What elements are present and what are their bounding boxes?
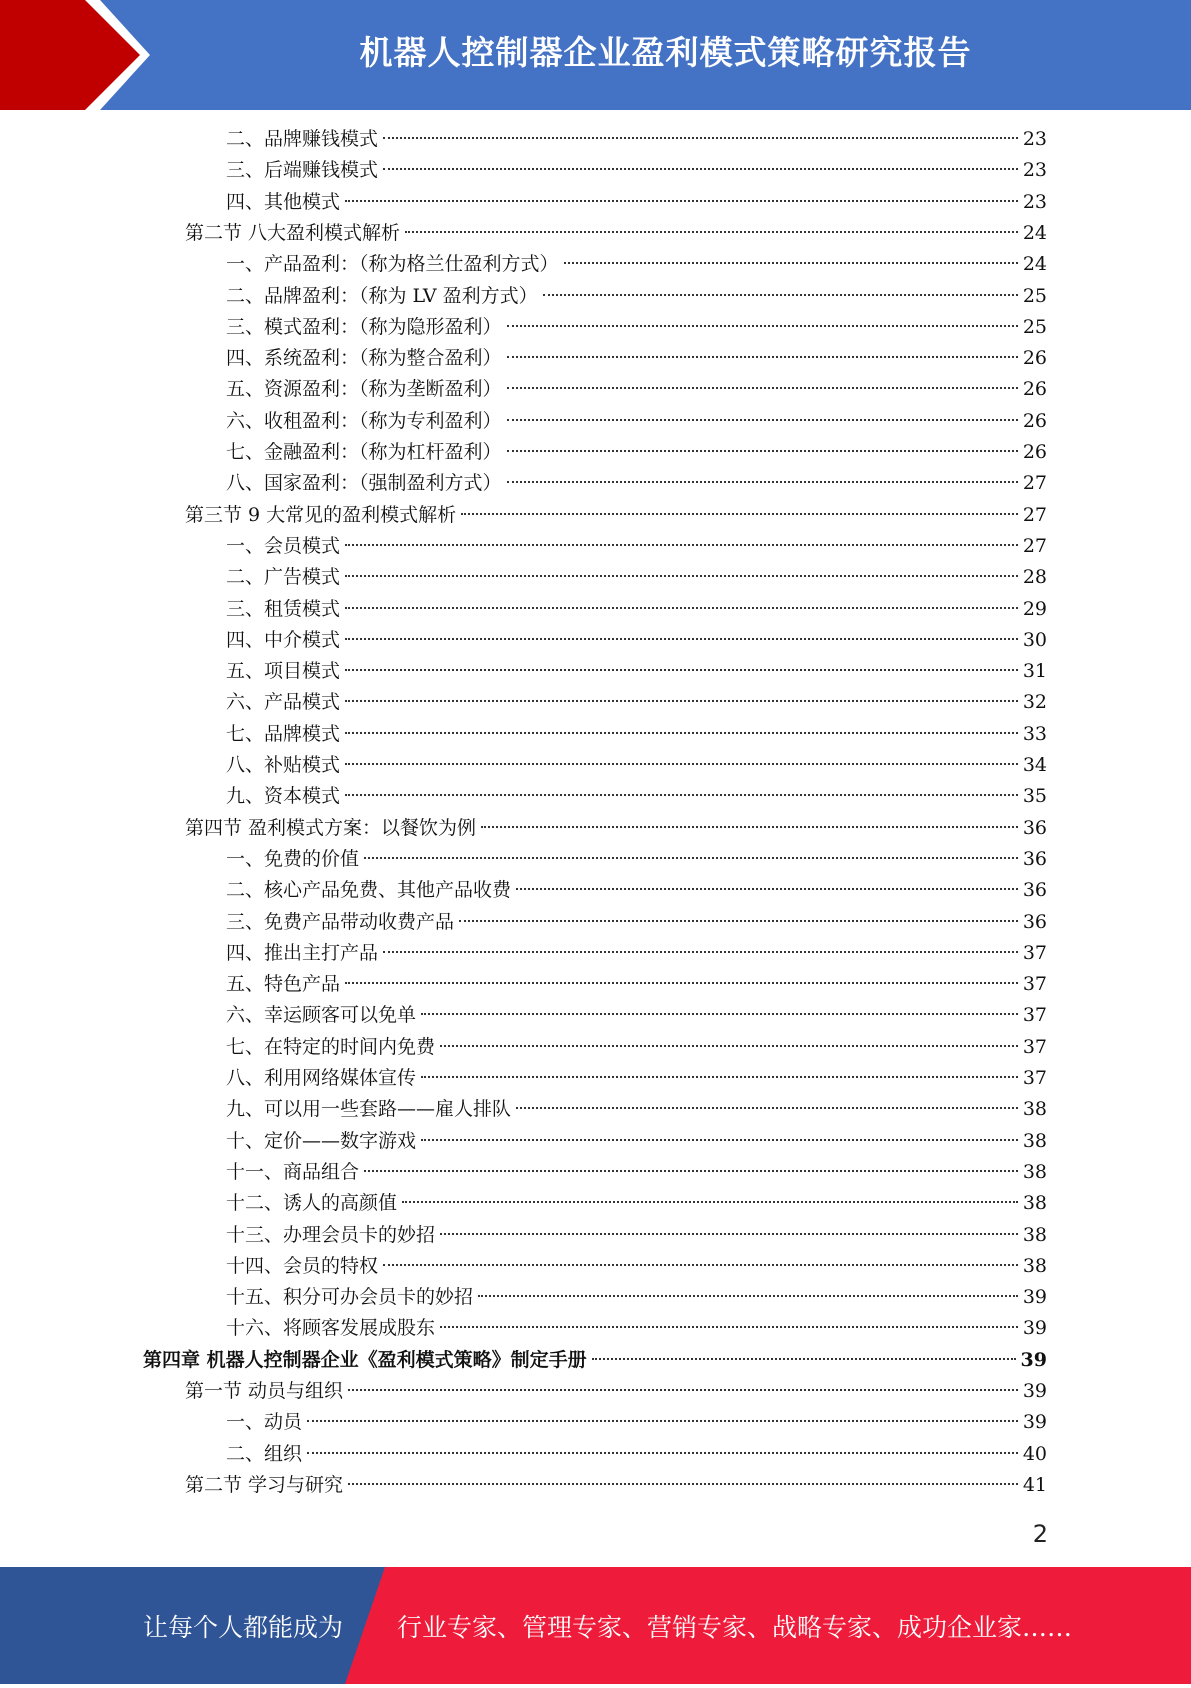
toc-entry[interactable] [226,281,1047,312]
toc-entry-title: 六、产品模式 [226,691,341,714]
toc-leader-dots [516,888,1018,890]
toc-entry-title: 十、定价——数字游戏 [226,1129,417,1152]
toc-entry[interactable] [226,1407,1047,1438]
toc-entry[interactable] [226,625,1047,656]
toc-entry[interactable] [226,844,1047,875]
toc-entry-title: 十五、积分可办会员卡的妙招 [226,1286,474,1309]
toc-entry-title: 二、组织 [226,1442,303,1465]
toc-leader-dots [348,1483,1018,1485]
toc-entry-page: 23 [1022,159,1047,182]
toc-entry-page: 38 [1022,1098,1047,1121]
toc-entry[interactable] [226,875,1047,906]
toc-entry-title: 九、可以用一些套路——雇人排队 [226,1098,512,1121]
toc-entry-page: 32 [1022,691,1047,714]
toc-entry[interactable] [226,1251,1047,1282]
toc-leader-dots [507,481,1018,483]
toc-entry-page: 38 [1022,1160,1047,1183]
toc-entry-page: 39 [1022,1380,1047,1402]
toc-leader-dots [478,1295,1018,1297]
toc-entry-title: 四、其他模式 [226,190,341,213]
toc-entry-title: 五、特色产品 [226,973,341,996]
toc-entry-title: 六、幸运顾客可以免单 [226,1004,417,1027]
toc-leader-dots [507,450,1018,452]
toc-entry-title: 十六、将顾客发展成股东 [226,1317,436,1340]
toc-leader-dots [345,638,1018,640]
toc-entry[interactable] [226,312,1047,343]
toc-entry-page: 25 [1022,284,1047,307]
toc-leader-dots [543,294,1018,296]
toc-leader-dots [507,356,1018,358]
toc-leader-dots [383,168,1018,170]
toc-entry-title: 第四章 机器人控制器企业《盈利模式策略》制定手册 [143,1348,587,1371]
toc-entry-title: 十二、诱人的高颜值 [226,1192,398,1215]
toc-entry-page: 31 [1022,660,1047,683]
toc-entry-page: 23 [1022,190,1047,213]
toc-entry-title: 十三、办理会员卡的妙招 [226,1223,436,1246]
toc-entry-page: 24 [1022,253,1047,276]
toc-entry-title: 第三节 9 大常见的盈利模式解析 [185,503,457,526]
toc-entry-title: 七、在特定的时间内免费 [226,1035,436,1058]
toc-entry-title: 二、广告模式 [226,566,341,589]
toc-leader-dots [440,1326,1018,1328]
toc-entry-page: 30 [1022,628,1047,651]
toc-entry[interactable] [185,1376,1047,1407]
toc-entry-title: 十一、商品组合 [226,1160,360,1183]
toc-entry-page: 29 [1022,597,1047,620]
toc-entry[interactable] [226,1000,1047,1031]
toc-entry-page: 37 [1022,1004,1047,1027]
toc-entry[interactable] [226,187,1047,218]
toc-entry-page: 26 [1022,441,1047,463]
toc-entry[interactable] [226,406,1047,437]
toc-leader-dots [421,1139,1018,1141]
toc-leader-dots [402,1201,1018,1203]
toc-entry-title: 三、后端赚钱模式 [226,159,379,182]
toc-entry[interactable] [226,1063,1047,1094]
toc-entry[interactable] [226,1032,1047,1063]
toc-leader-dots [507,387,1018,389]
toc-entry[interactable] [226,1220,1047,1251]
toc-leader-dots [592,1358,1016,1360]
toc-entry-title: 八、利用网络媒体宣传 [226,1067,417,1089]
toc-entry[interactable] [226,750,1047,781]
toc-entry-page: 40 [1022,1442,1047,1465]
toc-entry-page: 36 [1022,847,1047,870]
toc-entry-title: 一、动员 [226,1411,303,1434]
toc-entry-title: 第二节 八大盈利模式解析 [185,221,401,244]
toc-leader-dots [421,1013,1018,1015]
toc-entry-page: 23 [1022,128,1047,150]
toc-entry-title: 八、补贴模式 [226,754,341,776]
toc-entry-page: 37 [1022,941,1047,964]
toc-entry[interactable] [226,1188,1047,1219]
toc-leader-dots [345,607,1018,609]
toc-leader-dots [307,1420,1018,1422]
toc-leader-dots [345,575,1018,577]
toc-entry-page: 39 [1022,1411,1047,1434]
toc-entry-page: 37 [1022,1035,1047,1058]
toc-leader-dots [345,544,1018,546]
toc-entry[interactable] [226,1313,1047,1344]
report-title: 机器人控制器企业盈利模式策略研究报告 [359,33,972,72]
toc-entry[interactable] [226,969,1047,1000]
footer-roles: 行业专家、管理专家、营销专家、战略专家、成功企业家…… [397,1613,1073,1642]
toc-entry[interactable] [185,218,1047,249]
footer-slogan: 让每个人都能成为 [143,1613,344,1642]
toc-entry-page: 38 [1022,1254,1047,1277]
toc-leader-dots [345,669,1018,671]
toc-entry[interactable] [226,124,1047,155]
toc-entry-title: 五、资源盈利：（称为垄断盈利） [226,378,502,401]
toc-entry-title: 四、推出主打产品 [226,941,379,964]
toc-entry-page: 38 [1022,1129,1047,1152]
toc-entry[interactable] [226,155,1047,186]
toc-leader-dots [383,1264,1018,1266]
page-header [0,0,1191,110]
toc-entry-title: 一、产品盈利：（称为格兰仕盈利方式） [226,253,559,276]
toc-entry-title: 五、项目模式 [226,660,341,683]
toc-leader-dots [564,262,1018,264]
toc-entry-page: 24 [1022,221,1047,244]
toc-entry-page: 34 [1022,754,1047,776]
toc-entry-title: 四、中介模式 [226,628,341,651]
toc-entry-title: 第一节 动员与组织 [185,1380,344,1402]
toc-entry[interactable] [226,1282,1047,1313]
toc-entry-page: 33 [1022,722,1047,745]
toc-entry[interactable] [226,562,1047,593]
toc-entry-title: 一、会员模式 [226,534,341,557]
toc-entry-page: 36 [1022,816,1047,839]
toc-entry[interactable] [226,1126,1047,1157]
toc-entry-title: 七、金融盈利：（称为杠杆盈利） [226,441,502,463]
toc-entry[interactable] [226,687,1047,718]
toc-entry[interactable] [226,1094,1047,1125]
toc-entry[interactable] [226,531,1047,562]
toc-leader-dots [421,1076,1018,1078]
toc-entry-title: 一、免费的价值 [226,847,360,870]
toc-entry[interactable] [226,437,1047,468]
toc-entry-title: 第二节 学习与研究 [185,1473,344,1496]
toc-entry[interactable] [226,656,1047,687]
toc-entry[interactable] [226,343,1047,374]
toc-leader-dots [364,857,1018,859]
toc-entry-page: 37 [1022,973,1047,996]
toc-entry-title: 九、资本模式 [226,785,341,808]
toc-entry[interactable] [226,594,1047,625]
toc-entry-page: 36 [1022,879,1047,902]
toc-entry[interactable] [226,1439,1047,1470]
toc-entry[interactable] [226,468,1047,499]
toc-entry[interactable] [226,374,1047,405]
toc-entry-page: 26 [1022,378,1047,401]
toc-entry-page: 27 [1022,503,1047,526]
toc-leader-dots [516,1107,1018,1109]
toc-entry-title: 三、租赁模式 [226,597,341,620]
toc-leader-dots [345,794,1018,796]
toc-entry-page: 36 [1022,910,1047,933]
toc-entry-title: 二、品牌盈利：（称为 LV 盈利方式） [226,284,538,307]
toc-leader-dots [307,1452,1018,1454]
page-footer [0,1567,1191,1684]
toc-entry-page: 26 [1022,409,1047,432]
toc-leader-dots [405,231,1018,233]
toc-entry-title: 二、核心产品免费、其他产品收费 [226,879,512,902]
toc-leader-dots [507,419,1018,421]
toc-entry[interactable] [226,249,1047,280]
toc-leader-dots [461,513,1018,515]
toc-entry-page: 38 [1022,1223,1047,1246]
toc-entry[interactable] [143,1345,1047,1376]
toc-entry-page: 39 [1020,1348,1047,1371]
toc-entry-page: 41 [1022,1473,1047,1496]
toc-leader-dots [364,1170,1018,1172]
toc-entry[interactable] [185,500,1047,531]
toc-leader-dots [348,1389,1018,1391]
toc-entry-page: 26 [1022,347,1047,370]
toc-leader-dots [440,1233,1018,1235]
toc-leader-dots [440,1045,1018,1047]
toc-entry[interactable] [226,719,1047,750]
toc-entry[interactable] [226,938,1047,969]
toc-leader-dots [345,763,1018,765]
toc-leader-dots [383,137,1018,139]
toc-entry-page: 35 [1022,785,1047,808]
toc-entry-title: 三、免费产品带动收费产品 [226,910,455,933]
toc-entry[interactable] [226,1157,1047,1188]
toc-entry-title: 六、收租盈利：（称为专利盈利） [226,409,502,432]
toc-leader-dots [459,920,1018,922]
toc-entry-title: 第四节 盈利模式方案：以餐饮为例 [185,816,477,839]
toc-entry-title: 二、品牌赚钱模式 [226,128,379,150]
toc-entry-page: 38 [1022,1192,1047,1215]
toc-entry-title: 四、系统盈利：（称为整合盈利） [226,347,502,370]
toc-leader-dots [383,951,1018,953]
toc-entry-page: 27 [1022,472,1047,495]
toc-entry-page: 27 [1022,534,1047,557]
toc-entry-page: 39 [1022,1286,1047,1309]
toc-leader-dots [481,826,1018,828]
toc-entry[interactable] [185,1470,1047,1501]
page-number: 2 [1032,1520,1048,1548]
toc-leader-dots [345,700,1018,702]
toc-entry-page: 37 [1022,1067,1047,1089]
toc-entry-title: 十四、会员的特权 [226,1254,379,1277]
toc-entry-page: 39 [1022,1317,1047,1340]
toc-entry-title: 八、国家盈利：（强制盈利方式） [226,472,502,495]
toc-entry-page: 28 [1022,566,1047,589]
toc-leader-dots [345,200,1018,202]
toc-leader-dots [345,982,1018,984]
toc-leader-dots [345,732,1018,734]
toc-leader-dots [507,325,1018,327]
toc-entry-title: 三、模式盈利：（称为隐形盈利） [226,315,502,338]
toc-entry-title: 七、品牌模式 [226,722,341,745]
toc-entry-page: 25 [1022,315,1047,338]
toc-entry[interactable] [185,813,1047,844]
toc-entry[interactable] [226,781,1047,812]
toc-entry[interactable] [226,907,1047,938]
